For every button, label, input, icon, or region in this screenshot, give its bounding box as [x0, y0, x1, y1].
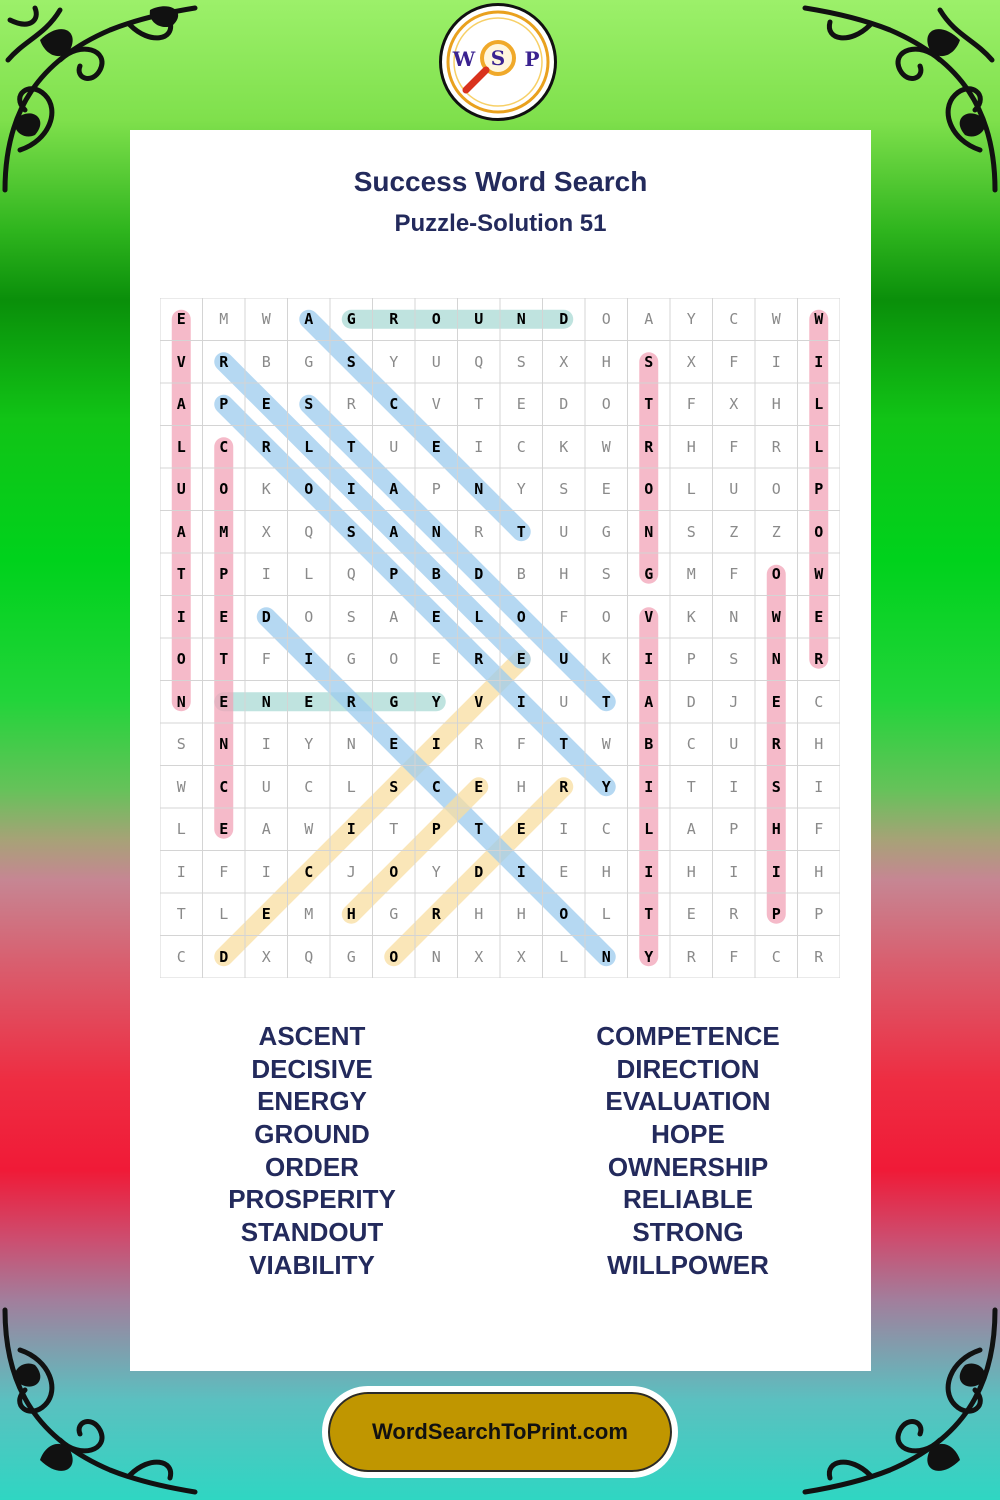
grid-cell[interactable]: F [516, 735, 526, 754]
grid-cell[interactable]: T [219, 650, 229, 669]
grid-cell[interactable]: R [346, 692, 356, 711]
grid-cell[interactable]: A [176, 395, 186, 414]
word-list-item: PROSPERITY [228, 1184, 396, 1215]
grid-cell[interactable]: U [176, 480, 186, 499]
grid-cell[interactable]: X [516, 947, 526, 966]
grid-cell[interactable]: W [304, 820, 314, 839]
grid-cell[interactable]: D [559, 310, 569, 329]
word-list-item: RELIABLE [623, 1184, 753, 1215]
website-button[interactable] [322, 1386, 678, 1478]
grid-cell[interactable]: U [729, 480, 739, 499]
word-search-grid [160, 298, 840, 978]
grid-cell[interactable]: M [304, 905, 314, 924]
grid-cell[interactable]: H [516, 905, 526, 924]
grid-cell[interactable]: H [686, 862, 696, 881]
grid-cell[interactable]: P [814, 905, 824, 924]
word-list-item: EVALUATION [605, 1086, 771, 1117]
grid-cell[interactable]: F [219, 862, 229, 881]
grid-cell[interactable]: T [474, 820, 484, 839]
grid-cell[interactable]: W [771, 607, 781, 626]
grid-cell[interactable]: C [389, 395, 399, 414]
grid-cell[interactable]: I [261, 862, 271, 881]
grid-cell[interactable]: Y [304, 735, 314, 754]
grid-cell[interactable]: C [686, 735, 696, 754]
grid-cell[interactable]: W [814, 565, 824, 584]
grid-cell[interactable]: V [644, 607, 654, 626]
grid-cell[interactable]: R [644, 437, 654, 456]
grid-cell[interactable]: N [601, 947, 611, 966]
grid-cell[interactable]: E [516, 395, 526, 414]
grid-cell[interactable]: C [814, 692, 824, 711]
logo-letter-s: S [490, 46, 506, 70]
grid-cell[interactable]: A [261, 820, 271, 839]
word-list-left [162, 1020, 462, 1282]
grid-cell[interactable]: L [814, 395, 824, 414]
grid-cell[interactable]: O [431, 310, 441, 329]
word-list-item: ENERGY [257, 1086, 367, 1117]
grid-cell[interactable]: A [176, 522, 186, 541]
word-list-item: DECISIVE [251, 1053, 373, 1084]
grid-cell[interactable]: A [389, 607, 399, 626]
grid-cell[interactable]: B [516, 565, 526, 584]
grid-cell[interactable]: U [559, 692, 569, 711]
grid-cell[interactable]: W [601, 735, 611, 754]
grid-cell[interactable]: O [389, 650, 399, 669]
grid-cell[interactable]: Y [601, 777, 611, 796]
page-title: Success Word Search [353, 166, 648, 197]
word-list-right [538, 1020, 838, 1282]
grid-cell[interactable]: E [176, 310, 186, 329]
word-list-item: STANDOUT [240, 1217, 384, 1248]
grid-cell[interactable]: F [729, 947, 739, 966]
grid-cell[interactable]: M [219, 310, 229, 329]
grid-cell[interactable]: U [431, 352, 441, 371]
grid-cell[interactable]: O [814, 522, 824, 541]
grid-cell[interactable]: X [686, 352, 696, 371]
grid-cell[interactable]: E [219, 820, 229, 839]
grid-cell[interactable]: T [176, 565, 186, 584]
grid-cell[interactable]: N [219, 735, 229, 754]
grid-cell[interactable]: N [261, 692, 271, 711]
grid-cell[interactable]: B [644, 735, 654, 754]
grid-cell[interactable]: P [771, 905, 781, 924]
grid-cell[interactable]: F [686, 395, 696, 414]
grid-cell[interactable]: S [389, 777, 399, 796]
grid-cell[interactable]: S [686, 522, 696, 541]
grid-cell[interactable]: L [304, 565, 314, 584]
grid-cell[interactable]: T [176, 905, 186, 924]
grid-cell[interactable]: P [431, 480, 441, 499]
grid-cell[interactable]: I [771, 352, 781, 371]
grid-cell[interactable]: E [431, 607, 441, 626]
grid-cell[interactable]: R [814, 650, 824, 669]
grid-cell[interactable]: E [814, 607, 824, 626]
grid-cell[interactable]: I [771, 862, 781, 881]
grid-cell[interactable]: X [261, 947, 271, 966]
wsp-logo[interactable] [439, 3, 557, 121]
word-list-item: COMPETENCE [596, 1021, 780, 1051]
grid-cell[interactable]: T [346, 437, 356, 456]
grid-cell[interactable]: Q [304, 522, 314, 541]
grid-cell[interactable]: C [304, 777, 314, 796]
grid-cell[interactable]: J [729, 692, 739, 711]
grid-cell[interactable]: M [686, 565, 696, 584]
word-list-item: VIABILITY [249, 1249, 375, 1280]
grid-cell[interactable]: O [176, 650, 186, 669]
grid-cell[interactable]: R [261, 437, 271, 456]
grid-cell[interactable]: R [771, 735, 781, 754]
grid-cell[interactable]: H [474, 905, 484, 924]
grid-cell[interactable]: T [686, 777, 696, 796]
grid-cell[interactable]: O [304, 480, 314, 499]
logo-letter-p: P [524, 47, 540, 71]
grid-cell[interactable]: E [389, 735, 399, 754]
grid-cell[interactable]: D [559, 395, 569, 414]
grid-cell[interactable]: I [474, 437, 484, 456]
grid-cell[interactable]: I [729, 862, 739, 881]
grid-cell[interactable]: E [219, 607, 229, 626]
grid-cell[interactable]: E [304, 692, 314, 711]
grid-cell[interactable]: R [474, 522, 484, 541]
grid-cell[interactable]: X [729, 395, 739, 414]
grid-cell[interactable]: N [176, 692, 186, 711]
grid-cell[interactable]: A [644, 310, 654, 329]
grid-cell[interactable]: W [771, 310, 781, 329]
grid-cell[interactable]: P [219, 395, 229, 414]
grid-cell[interactable]: W [261, 310, 271, 329]
grid-cell[interactable]: L [346, 777, 356, 796]
grid-cell[interactable]: N [431, 947, 441, 966]
grid-cell[interactable]: Y [389, 352, 399, 371]
grid-cell[interactable]: Y [644, 947, 654, 966]
grid-cell[interactable]: T [389, 820, 399, 839]
grid-cell[interactable]: G [644, 565, 654, 584]
grid-cell[interactable]: E [431, 650, 441, 669]
grid-cell[interactable]: C [219, 777, 229, 796]
grid-cell[interactable]: S [346, 607, 356, 626]
grid-cell[interactable]: U [559, 650, 569, 669]
grid-cell[interactable]: H [559, 565, 569, 584]
word-list-item: WILLPOWER [607, 1249, 769, 1280]
grid-cell[interactable]: U [729, 735, 739, 754]
grid-cell[interactable]: I [261, 735, 271, 754]
grid-cell[interactable]: Y [431, 692, 441, 711]
grid-cell[interactable]: S [601, 565, 611, 584]
word-list-item: HOPE [651, 1119, 725, 1150]
grid-cell[interactable]: Y [686, 310, 696, 329]
grid-cell[interactable]: R [219, 352, 229, 371]
grid-cell[interactable]: F [559, 607, 569, 626]
grid-cell[interactable]: Q [346, 565, 356, 584]
grid-cell[interactable]: N [346, 735, 356, 754]
grid-cell[interactable]: S [729, 650, 739, 669]
grid-cell[interactable]: G [389, 905, 399, 924]
grid-cell[interactable]: Q [474, 352, 484, 371]
grid-cell[interactable]: O [389, 947, 399, 966]
word-list-item: ORDER [265, 1151, 359, 1182]
grid-cell[interactable]: G [304, 352, 314, 371]
grid-cell[interactable]: R [686, 947, 696, 966]
grid-cell[interactable]: O [771, 565, 781, 584]
grid-cell[interactable]: S [771, 777, 781, 796]
logo-letter-w: W [452, 47, 476, 71]
grid-cell[interactable]: C [176, 947, 186, 966]
grid-cell[interactable]: O [219, 480, 229, 499]
grid-cell[interactable]: T [644, 905, 654, 924]
grid-cell[interactable]: A [389, 480, 399, 499]
grid-cell[interactable]: C [219, 437, 229, 456]
grid-cell[interactable]: I [814, 777, 824, 796]
grid-cell[interactable]: T [601, 692, 611, 711]
grid-cell[interactable]: H [601, 862, 611, 881]
grid-cell[interactable]: L [814, 437, 824, 456]
grid-cell[interactable]: N [516, 310, 526, 329]
grid-cell[interactable]: G [601, 522, 611, 541]
grid-cell[interactable]: X [261, 522, 271, 541]
grid-cell[interactable]: H [601, 352, 611, 371]
grid-cell[interactable]: A [389, 522, 399, 541]
grid-cell[interactable]: I [644, 777, 654, 796]
grid-cell[interactable]: O [304, 607, 314, 626]
grid-cell[interactable]: O [389, 862, 399, 881]
grid-cell[interactable]: O [559, 905, 569, 924]
grid-cell[interactable]: R [389, 310, 399, 329]
grid-cell[interactable]: E [261, 905, 271, 924]
grid-cell[interactable]: H [814, 735, 824, 754]
grid-cell[interactable]: I [176, 607, 186, 626]
grid-cell[interactable]: P [219, 565, 229, 584]
grid-cell[interactable]: E [686, 905, 696, 924]
grid-cell[interactable]: D [219, 947, 229, 966]
grid-cell[interactable]: O [601, 395, 611, 414]
grid-cell[interactable]: B [431, 565, 441, 584]
grid-cell[interactable]: S [346, 522, 356, 541]
grid-cell[interactable]: T [644, 395, 654, 414]
grid-cell[interactable]: A [304, 310, 314, 329]
grid-cell[interactable]: P [814, 480, 824, 499]
page-subtitle: Puzzle-Solution 51 [394, 210, 607, 237]
grid-cell[interactable]: I [814, 352, 824, 371]
grid-cell[interactable]: T [474, 395, 484, 414]
website-label: WordSearchToPrint.com [372, 1419, 628, 1444]
grid-cell[interactable]: S [176, 735, 186, 754]
grid-cell[interactable]: Z [771, 522, 781, 541]
grid-cell[interactable]: O [771, 480, 781, 499]
grid-cell[interactable]: E [474, 777, 484, 796]
grid-cell[interactable]: R [346, 395, 356, 414]
grid-cell[interactable]: I [304, 650, 314, 669]
grid-cell[interactable]: I [729, 777, 739, 796]
grid-cell[interactable]: L [176, 820, 186, 839]
grid-cell[interactable]: Q [304, 947, 314, 966]
grid-cell[interactable]: P [431, 820, 441, 839]
grid-cell[interactable]: C [729, 310, 739, 329]
grid-cell[interactable]: E [431, 437, 441, 456]
grid-cell[interactable]: I [516, 862, 526, 881]
grid-cell[interactable]: R [474, 735, 484, 754]
grid-cell[interactable]: A [686, 820, 696, 839]
grid-cell[interactable]: N [771, 650, 781, 669]
word-list-item: STRONG [632, 1217, 744, 1248]
grid-cell[interactable]: B [261, 352, 271, 371]
grid-cell[interactable]: I [644, 862, 654, 881]
grid-cell[interactable]: C [516, 437, 526, 456]
grid-cell[interactable]: F [729, 437, 739, 456]
grid-cell[interactable]: R [559, 777, 569, 796]
grid-cell[interactable]: F [814, 820, 824, 839]
grid-cell[interactable]: V [431, 395, 441, 414]
grid-cell[interactable]: O [601, 310, 611, 329]
grid-cell[interactable]: T [559, 735, 569, 754]
grid-cell[interactable]: X [474, 947, 484, 966]
grid-cell[interactable]: P [729, 820, 739, 839]
grid-cell[interactable]: R [729, 905, 739, 924]
grid-cell[interactable]: L [686, 480, 696, 499]
grid-cell[interactable]: A [644, 692, 654, 711]
grid-cell[interactable]: E [516, 650, 526, 669]
grid-cell[interactable]: R [771, 437, 781, 456]
magnifier-icon [442, 6, 554, 118]
grid-cell[interactable]: N [644, 522, 654, 541]
grid-cell[interactable]: I [644, 650, 654, 669]
grid-cell[interactable]: S [516, 352, 526, 371]
grid-cell[interactable]: E [261, 395, 271, 414]
grid-cell[interactable]: H [516, 777, 526, 796]
grid-cell[interactable]: N [474, 480, 484, 499]
grid-cell[interactable]: E [601, 480, 611, 499]
grid-cell[interactable]: G [346, 650, 356, 669]
grid-cell[interactable]: H [686, 437, 696, 456]
grid-cell[interactable]: W [176, 777, 186, 796]
grid-cell[interactable]: U [559, 522, 569, 541]
grid-cell[interactable]: W [601, 437, 611, 456]
grid-cell[interactable]: S [346, 352, 356, 371]
grid-cell[interactable]: C [431, 777, 441, 796]
word-list-item: OWNERSHIP [607, 1151, 769, 1182]
word-list-item: GROUND [254, 1119, 370, 1150]
grid-cell[interactable]: N [729, 607, 739, 626]
grid-cell[interactable]: Y [431, 862, 441, 881]
grid-cell[interactable]: L [304, 437, 314, 456]
grid-cell[interactable]: O [516, 607, 526, 626]
grid-cell[interactable]: F [729, 565, 739, 584]
grid-cell[interactable]: U [261, 777, 271, 796]
grid-cell[interactable]: G [346, 947, 356, 966]
grid-cell[interactable]: I [516, 692, 526, 711]
grid-cell[interactable]: F [261, 650, 271, 669]
grid-cell[interactable]: I [559, 820, 569, 839]
grid-cell[interactable]: V [474, 692, 484, 711]
word-list-item: DIRECTION [616, 1053, 760, 1084]
grid-cell[interactable]: H [346, 905, 356, 924]
grid-cell[interactable]: U [474, 310, 484, 329]
grid-cell[interactable]: D [686, 692, 696, 711]
grid-cell[interactable]: Z [729, 522, 739, 541]
grid-cell[interactable]: I [176, 862, 186, 881]
grid-cell[interactable]: L [219, 905, 229, 924]
grid-cell[interactable]: X [559, 352, 569, 371]
grid-cell[interactable]: D [474, 565, 484, 584]
grid-cell[interactable]: E [219, 692, 229, 711]
grid-cell[interactable]: N [431, 522, 441, 541]
grid-cell[interactable]: I [346, 820, 356, 839]
grid-cell[interactable]: R [814, 947, 824, 966]
grid-cell[interactable]: C [601, 820, 611, 839]
grid-cell[interactable]: K [559, 437, 569, 456]
grid-cell[interactable]: K [601, 650, 611, 669]
grid-cell[interactable]: O [601, 607, 611, 626]
grid-cell[interactable]: S [644, 352, 654, 371]
grid-cell[interactable]: I [261, 565, 271, 584]
grid-cell[interactable]: K [261, 480, 271, 499]
grid-cell[interactable]: H [814, 862, 824, 881]
grid-cell[interactable]: O [644, 480, 654, 499]
grid-cell[interactable]: S [559, 480, 569, 499]
grid-cell[interactable]: P [389, 565, 399, 584]
grid-cell[interactable]: R [474, 650, 484, 669]
grid-cell[interactable]: W [814, 310, 824, 329]
grid-cell[interactable]: C [304, 862, 314, 881]
grid-cell[interactable]: L [176, 437, 186, 456]
word-list-item: ASCENT [258, 1021, 366, 1051]
grid-cell[interactable]: L [559, 947, 569, 966]
grid-cell[interactable]: D [261, 607, 271, 626]
grid-cell[interactable]: Y [516, 480, 526, 499]
grid-cell[interactable]: E [516, 820, 526, 839]
grid-cell[interactable]: V [176, 352, 186, 371]
grid-cell[interactable]: L [644, 820, 654, 839]
grid-cell[interactable]: I [346, 480, 356, 499]
grid-cell[interactable]: U [389, 437, 399, 456]
grid-cell[interactable]: C [771, 947, 781, 966]
grid-cell[interactable]: K [686, 607, 696, 626]
grid-cell[interactable]: L [474, 607, 484, 626]
grid-cell[interactable]: S [304, 395, 314, 414]
grid-cell[interactable]: G [389, 692, 399, 711]
grid-cell[interactable]: J [346, 862, 356, 881]
grid-cell[interactable]: H [771, 820, 781, 839]
grid-cell[interactable]: P [686, 650, 696, 669]
grid-cell[interactable]: E [771, 692, 781, 711]
grid-cell[interactable]: L [601, 905, 611, 924]
grid-cell[interactable]: M [219, 522, 229, 541]
grid-cell[interactable]: E [559, 862, 569, 881]
grid-cell[interactable]: H [771, 395, 781, 414]
grid-cell[interactable]: G [346, 310, 356, 329]
grid-cell[interactable]: T [516, 522, 526, 541]
grid-cell[interactable]: D [474, 862, 484, 881]
grid-cell[interactable]: F [729, 352, 739, 371]
grid-cell[interactable]: R [431, 905, 441, 924]
grid-cell[interactable]: I [431, 735, 441, 754]
